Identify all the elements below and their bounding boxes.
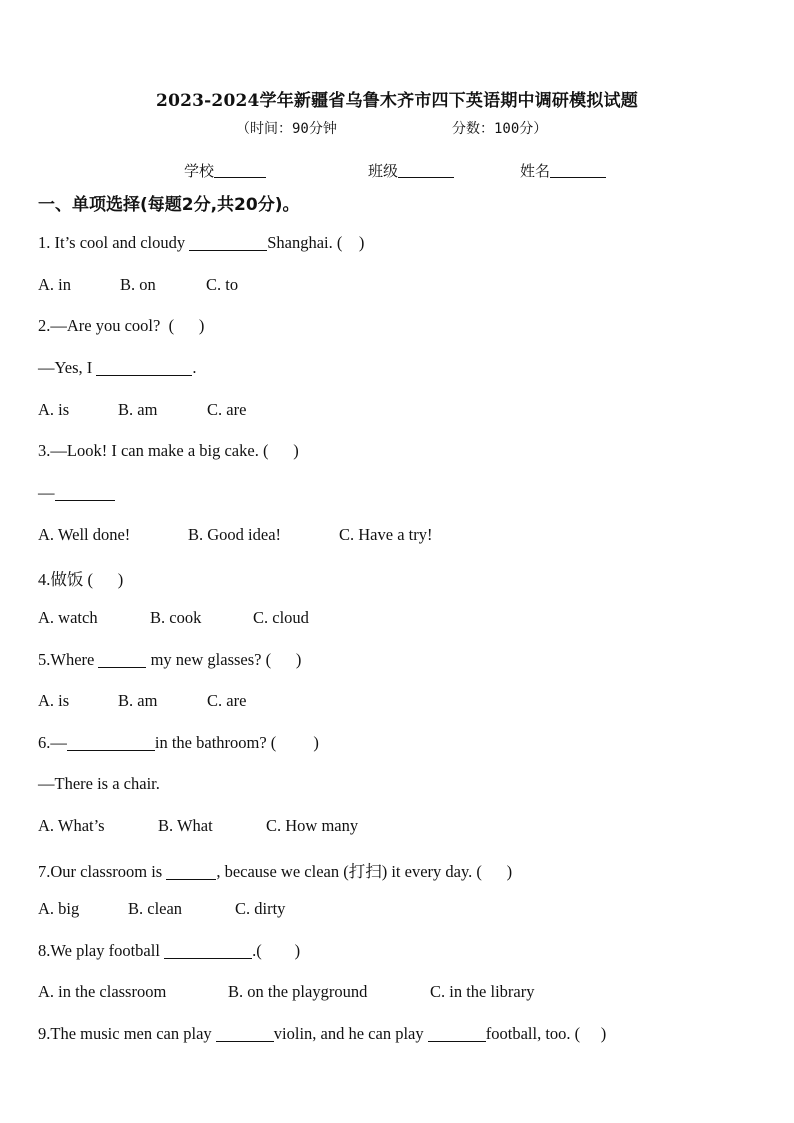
- class-label: 班级: [368, 162, 399, 180]
- option-c[interactable]: C. How many: [266, 816, 359, 835]
- section-title: 一、单项选择(每题2分,共20分)。: [38, 195, 300, 215]
- exam-time: （时间：90分钟: [236, 121, 337, 137]
- school-field: [184, 160, 266, 181]
- question-6-stem: 6.— in the bathroom? ( ): [38, 733, 319, 752]
- option-b[interactable]: B. clean: [128, 899, 183, 918]
- answer-blank[interactable]: [216, 1027, 274, 1042]
- option-a[interactable]: A. watch: [38, 608, 98, 627]
- option-c[interactable]: C. to: [206, 275, 239, 294]
- option-b[interactable]: B. on: [120, 275, 156, 294]
- option-a[interactable]: A. in: [38, 275, 71, 294]
- option-c[interactable]: C. in the library: [430, 982, 535, 1001]
- option-c[interactable]: C. cloud: [253, 608, 309, 627]
- answer-blank[interactable]: [189, 236, 267, 251]
- option-c[interactable]: C. dirty: [235, 899, 286, 918]
- option-b[interactable]: B. What: [158, 816, 213, 835]
- question-2-answer-line: —Yes, I .: [38, 358, 197, 377]
- school-blank[interactable]: [214, 163, 266, 178]
- answer-blank[interactable]: [428, 1027, 486, 1042]
- question-1-stem: 1. It’s cool and cloudy Shanghai. ( ): [38, 233, 365, 252]
- option-c[interactable]: C. are: [207, 400, 247, 419]
- option-a[interactable]: A. is: [38, 691, 70, 710]
- question-1-options: [38, 275, 238, 295]
- question-3-options: [38, 525, 432, 545]
- name-label: 姓名: [520, 162, 551, 180]
- option-b[interactable]: B. cook: [150, 608, 202, 627]
- question-4-options: [38, 608, 309, 628]
- question-6-options: [38, 816, 358, 836]
- question-4-stem: 4.做饭 ( ): [38, 570, 124, 589]
- option-b[interactable]: B. am: [118, 691, 158, 710]
- question-7-options: [38, 899, 285, 919]
- question-3-answer-line: —: [38, 483, 115, 503]
- answer-blank[interactable]: [96, 361, 192, 376]
- option-a[interactable]: A. What’s: [38, 816, 105, 835]
- question-8-stem: 8.We play football .( ): [38, 941, 301, 960]
- answer-blank[interactable]: [164, 944, 252, 959]
- answer-blank[interactable]: [67, 736, 155, 751]
- name-blank[interactable]: [550, 163, 606, 178]
- page-title: 2023-2024学年新疆省乌鲁木齐市四下英语期中调研模拟试题: [156, 91, 638, 111]
- question-8-options: [38, 982, 534, 1002]
- answer-blank[interactable]: [55, 486, 115, 501]
- question-7-stem: 7.Our classroom is , because we clean (打扫) it every day. ( ): [38, 862, 513, 881]
- answer-blank[interactable]: [98, 653, 146, 668]
- question-3-stem: 3.—Look! I can make a big cake. ( ): [38, 441, 299, 460]
- exam-score: 分数：100分）: [452, 121, 548, 137]
- option-a[interactable]: A. big: [38, 899, 80, 918]
- name-field: [520, 160, 606, 181]
- option-b[interactable]: B. Good idea!: [188, 525, 282, 544]
- answer-blank[interactable]: [166, 865, 216, 880]
- option-b[interactable]: B. am: [118, 400, 158, 419]
- option-c[interactable]: C. Have a try!: [339, 525, 433, 544]
- option-a[interactable]: A. in the classroom: [38, 982, 167, 1001]
- question-5-options: [38, 691, 246, 711]
- question-2-options: [38, 400, 246, 420]
- school-label: 学校: [184, 162, 215, 180]
- class-field: [368, 160, 454, 181]
- question-6-answer-line: —There is a chair.: [38, 774, 160, 793]
- option-a[interactable]: A. Well done!: [38, 525, 131, 544]
- option-c[interactable]: C. are: [207, 691, 247, 710]
- question-2-stem: 2.—Are you cool? ( ): [38, 316, 205, 335]
- class-blank[interactable]: [398, 163, 454, 178]
- option-b[interactable]: B. on the playground: [228, 982, 368, 1001]
- question-9-stem: 9.The music men can play violin, and he can play football, too. ( ): [38, 1024, 607, 1043]
- question-5-stem: 5.Where my new glasses? ( ): [38, 650, 302, 669]
- option-a[interactable]: A. is: [38, 400, 70, 419]
